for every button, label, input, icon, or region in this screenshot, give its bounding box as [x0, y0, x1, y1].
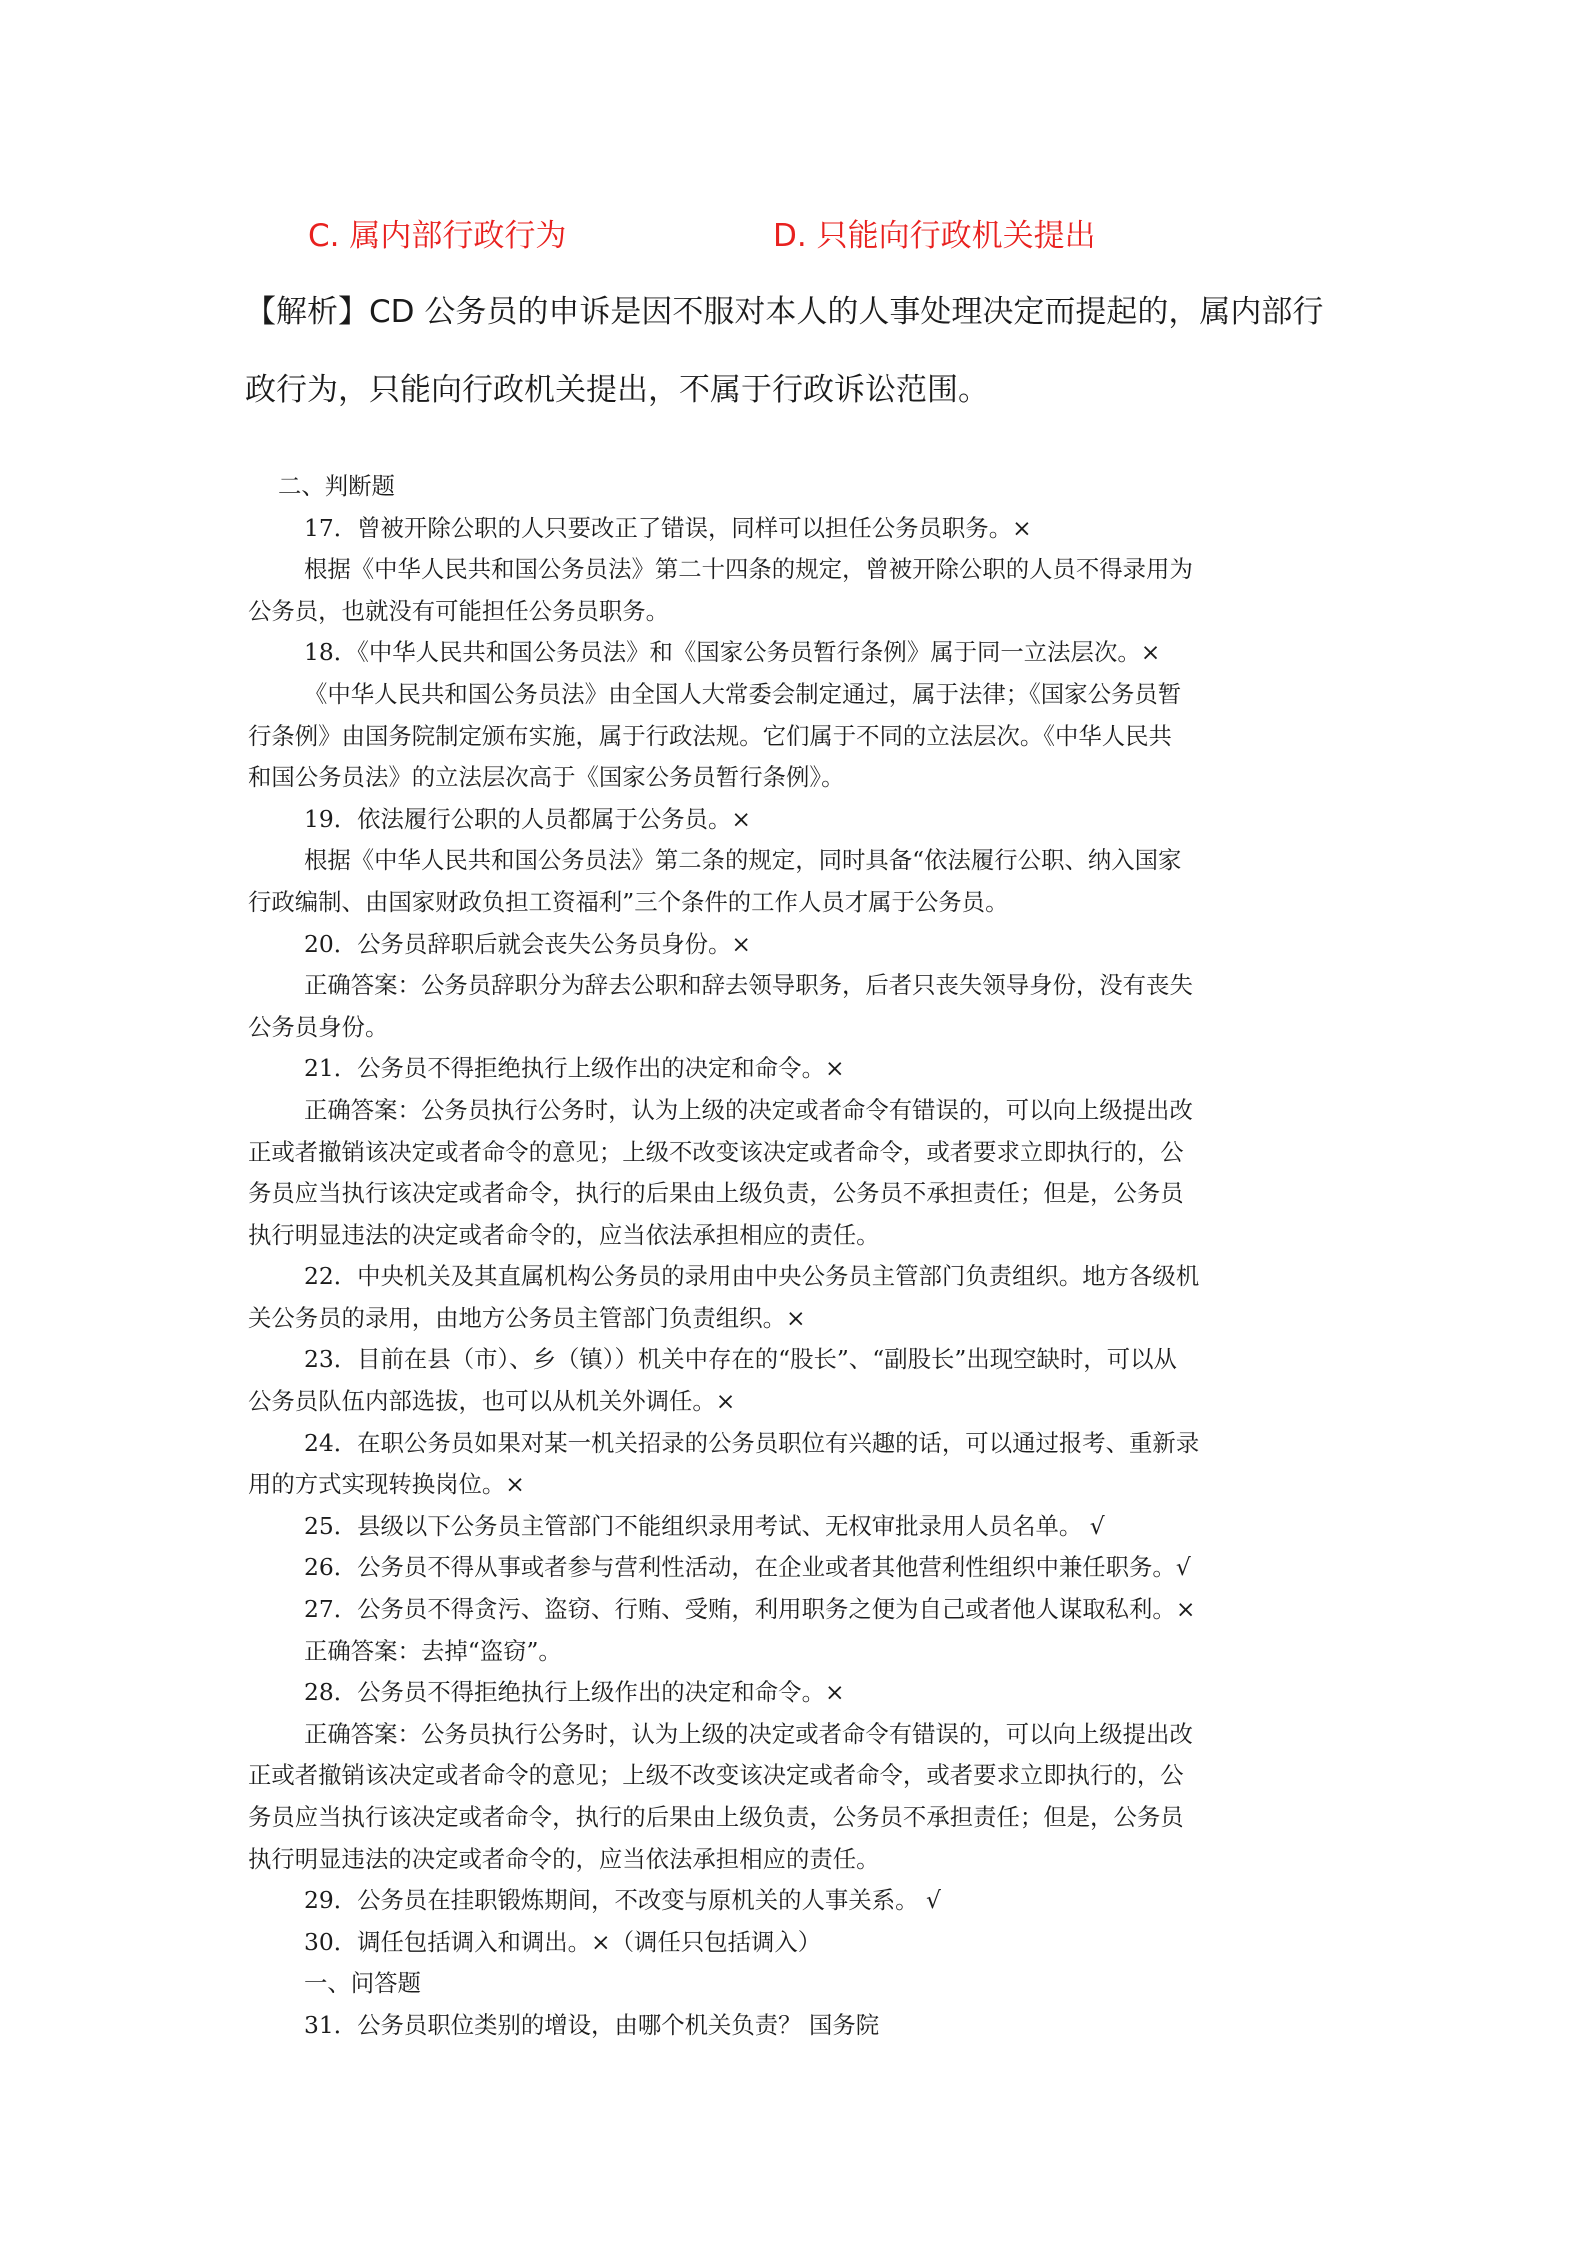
- answer-line: 行条例》由国务院制定颁布实施，属于行政法规。它们属于不同的立法层次。《中华人民共: [248, 721, 1172, 750]
- question-19: 19．依法履行公职的人员都属于公务员。×: [304, 804, 752, 833]
- answer-line: 务员应当执行该决定或者命令，执行的后果由上级负责，公务员不承担责任；但是，公务员: [248, 1803, 1184, 1831]
- answer-line: 执行明显违法的决定或者命令的，应当依法承担相应的责任。: [248, 1844, 880, 1873]
- option-d: D. 只能向行政机关提出: [773, 218, 1096, 254]
- question-23: 23．目前在县（市）、乡（镇））机关中存在的“股长”、“副股长”出现空缺时，可以从: [304, 1345, 1177, 1374]
- answer-line: 正确答案：去掉“盗窃”。: [304, 1636, 562, 1665]
- question-28: 28．公务员不得拒绝执行上级作出的决定和命令。×: [304, 1678, 845, 1707]
- question-30: 30．调任包括调入和调出。×（调任只包括调入）: [304, 1927, 822, 1956]
- answer-line: 根据《中华人民共和国公务员法》第二条的规定，同时具备“依法履行公职、纳入国家: [304, 846, 1182, 875]
- answer-line: 行政编制、由国家财政负担工资福利”三个条件的工作人员才属于公务员。: [248, 887, 1009, 916]
- answer-line: 正确答案：公务员执行公务时，认为上级的决定或者命令有错误的，可以向上级提出改: [304, 1095, 1193, 1124]
- question-18: 18．《中华人民共和国公务员法》和《国家公务员暂行条例》属于同一立法层次。×: [304, 638, 1161, 667]
- question-line: 关公务员的录用，由地方公务员主管部门负责组织。×: [248, 1303, 806, 1332]
- answer-line: 务员应当执行该决定或者命令，执行的后果由上级负责，公务员不承担责任；但是，公务员: [248, 1179, 1184, 1208]
- answer-line: 正确答案：公务员辞职分为辞去公职和辞去领导职务，后者只丧失领导身份，没有丧失: [304, 971, 1193, 1000]
- question-26: 26．公务员不得从事或者参与营利性活动，在企业或者其他营利性组织中兼任职务。√: [304, 1553, 1191, 1582]
- answer-line: 和国公务员法》的立法层次高于《国家公务员暂行条例》。: [248, 763, 845, 792]
- explanation-line-2: 政行为，只能向行政机关提出，不属于行政诉讼范围。: [245, 372, 989, 408]
- question-20: 20．公务员辞职后就会丧失公务员身份。×: [304, 929, 752, 958]
- answer-line: 正确答案：公务员执行公务时，认为上级的决定或者命令有错误的，可以向上级提出改: [304, 1719, 1193, 1748]
- answer-line: 执行明显违法的决定或者命令的，应当依法承担相应的责任。: [248, 1220, 880, 1249]
- question-31: 31．公务员职位类别的增设，由哪个机关负责？ 国务院: [304, 2010, 880, 2039]
- judgment-section: [248, 466, 1358, 2047]
- question-line: 用的方式实现转换岗位。×: [248, 1470, 525, 1499]
- answer-line: 正或者撤销该决定或者命令的意见；上级不改变该决定或者命令，或者要求立即执行的，公: [248, 1761, 1184, 1790]
- answer-line: 根据《中华人民共和国公务员法》第二十四条的规定，曾被开除公职的人员不得录用为: [304, 555, 1193, 584]
- answer-line: 公务员身份。: [248, 1012, 389, 1041]
- explanation-line-1: 【解析】CD 公务员的申诉是因不服对本人的人事处理决定而提起的，属内部行: [245, 294, 1324, 330]
- answer-line: 公务员，也就没有可能担任公务员职务。: [248, 596, 670, 625]
- answer-line: 正或者撤销该决定或者命令的意见；上级不改变该决定或者命令，或者要求立即执行的，公: [248, 1137, 1184, 1166]
- question-24: 24．在职公务员如果对某一机关招录的公务员职位有兴趣的话，可以通过报考、重新录: [304, 1428, 1200, 1457]
- section-heading-qa: 一、问答题: [304, 1969, 421, 1998]
- option-c: C. 属内部行政行为: [308, 218, 567, 254]
- section-heading-judgment: 二、判断题: [278, 472, 395, 500]
- question-22: 22．中央机关及其直属机构公务员的录用由中央公务员主管部门负责组织。地方各级机: [304, 1262, 1200, 1291]
- question-17: 17．曾被开除公职的人只要改正了错误，同样可以担任公务员职务。×: [304, 513, 1032, 542]
- question-29: 29．公务员在挂职锻炼期间，不改变与原机关的人事关系。 √: [304, 1886, 941, 1915]
- question-21: 21．公务员不得拒绝执行上级作出的决定和命令。×: [304, 1054, 845, 1083]
- question-line: 公务员队伍内部选拔，也可以从机关外调任。×: [248, 1387, 736, 1416]
- question-27: 27．公务员不得贪污、盗窃、行贿、受贿，利用职务之便为自己或者他人谋取私利。×: [304, 1595, 1196, 1624]
- question-25: 25．县级以下公务员主管部门不能组织录用考试、无权审批录用人员名单。 √: [304, 1511, 1105, 1540]
- answer-line: 《中华人民共和国公务员法》由全国人大常委会制定通过，属于法律；《国家公务员暂: [304, 679, 1182, 708]
